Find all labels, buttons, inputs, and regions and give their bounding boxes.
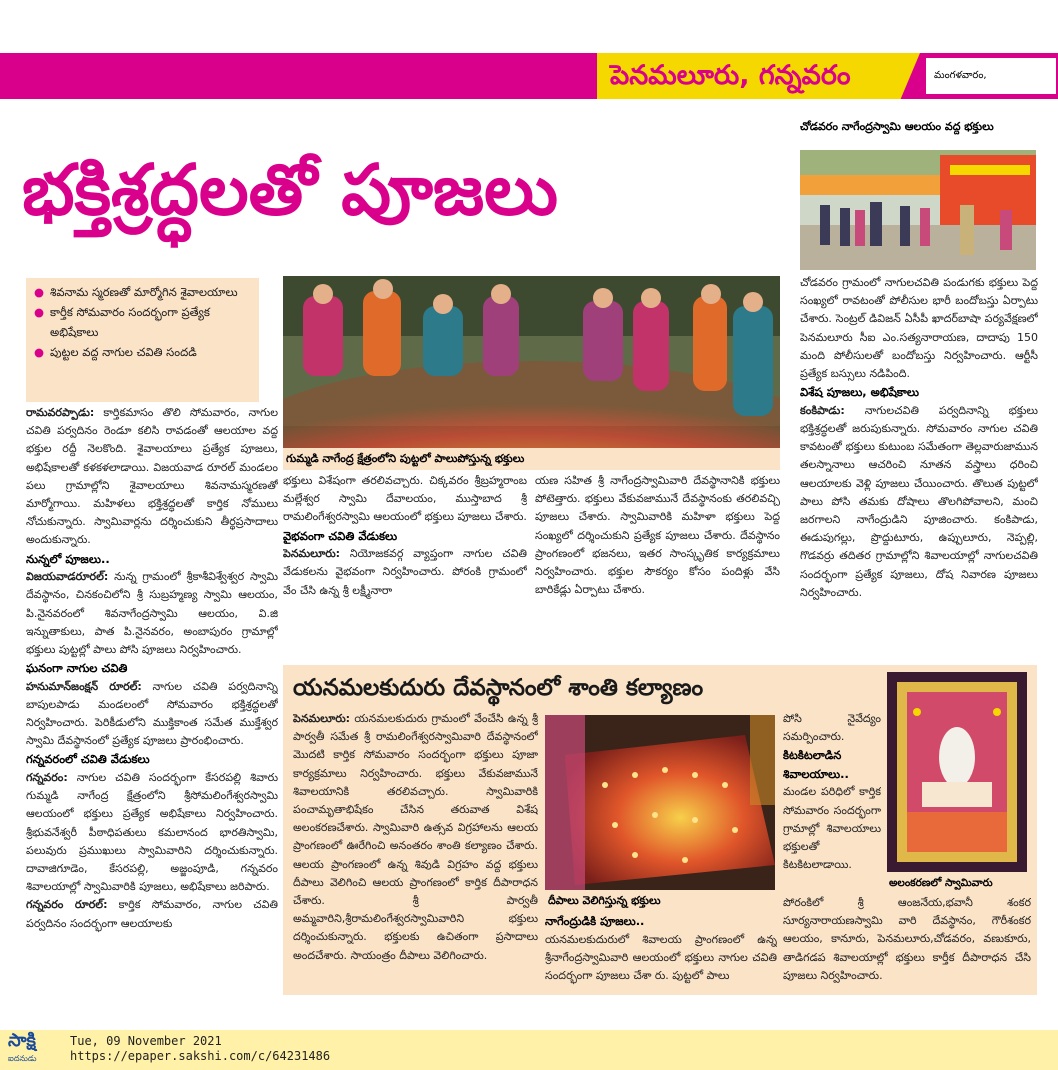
- subheading: నాగేంద్రుడికి పూజలు..: [545, 914, 645, 928]
- subheading: నున్నలో పూజలు..: [26, 551, 110, 566]
- paragraph: యణ సహిత శ్రీ నాగేంద్రస్వామివారి దేవస్థానానికి భక్తులు పోటెత్తారు. భక్తులు వేకువజామునే దేవస్థానంకు తరలివచ్చి పూజలు చేశారు. స్వామివారికి మహిళా భక్తులు పెద్ద సంఖ్యలో దర్శించుకుని ప్రత్యేక పూజలు చేశారు. దేవస్థానం ప్రాంగణంలో భజనలు, ఇతర సాంస్కృతిక కార్యక్రమాలు నిర్వహించారు. భక్తుల సౌకర్యం కోసం పందిళ్లు వేసి బారికేడ్లు ఏర్పాటు చేశారు.: [535, 474, 780, 597]
- second-story-photo-caption: దీపాలు వెలిగిస్తున్న భక్తులు: [548, 894, 661, 907]
- paragraph: చోడవరం గ్రామంలో నాగులచవితి పండుగకు భక్తులు పెద్ద సంఖ్యలో రావటంతో పోలీసుల భారీ బందోబస్తు ఏర్పాటు చేశారు. సెంట్రల్‌ డివిజన్‌ ఏసీపీ ఖాదర్‌బాషా పర్యవేక్షణలో పెనమలూరు సీఐ ఎం.సత్యనారాయణ, దాదాపు 150 మంది పోలీసులతో బందోబస్తు నిర్వహించారు. ఆర్టీసీ ప్రత్యేక బస్సులు నడిపింది.: [800, 276, 1038, 381]
- second-story-column-2: [545, 912, 777, 988]
- highlight-item: ● శివనామ స్మరణతో మార్మోగిన శైవాలయాలు: [34, 282, 251, 302]
- second-story-column-1: [293, 710, 538, 988]
- paragraph: హనుమాన్‌జంక్షన్‌ రూరల్‌: నాగుల చవితి పర్వదినాన్ని బాపులపాడు మండలంలో సోమవారం భక్తిశ్రద్ధలతో నిర్వహించారు. పెరికీడులోని ముక్తికాంత సమేత ముక్తేశ్వర స్వామి దేవస్థానంలో ప్రత్యేక పూజలు ప్రారంభించారు.: [26, 679, 278, 748]
- section-title: పెనమలూరు, గన్నవరం: [610, 60, 851, 91]
- paragraph: గన్నవరం రూరల్‌: కార్తిక సోమవారం, నాగుల చవితి పర్వదినం సందర్భంగా ఆలయాలకు: [26, 898, 278, 930]
- paragraph: పోసి నైవేద్యం సమర్పించారు.: [783, 712, 881, 744]
- footer-url[interactable]: https://epaper.sakshi.com/c/64231486: [70, 1049, 331, 1063]
- subheading: కిటకిటలాడిన శివాలయాలు..: [783, 748, 849, 781]
- subheading: విశేష పూజలు, అభిషేకాలు: [800, 385, 920, 400]
- paragraph: పోరంకిలో శ్రీ ఆంజనేయ,భవానీ శంకర సూర్యనారాయణస్వామి వారి దేవస్థానం, గౌరీశంకర ఆలయం, కానూరు, పెనమలూరు,చోడవరం, వణుకూరు, తాడిగడప శివాలయాల్లో భక్తులు కార్తీక దీపారాధన చేసి పూజలు నిర్వహించారు.: [783, 896, 1031, 982]
- footer-brand-sub: ఐదనుడు: [8, 1054, 37, 1063]
- highlight-item: ● కార్తీక సోమవారం సందర్భంగా ప్రత్యేక అభిషేకాలు: [34, 302, 251, 342]
- subheading: వైభవంగా చవితి వేడుకలు: [283, 528, 398, 543]
- header-day: మంగళవారం,: [926, 58, 1056, 94]
- right-photo-title: చోడవరం నాగేంద్రస్వామి ఆలయం వద్ద భక్తులు: [800, 120, 994, 133]
- deity-photo-caption: అలంకరణలో స్వామివారు: [889, 877, 993, 889]
- paragraph: యనమలకుదురులో శివాలయ ప్రాంగణంలో ఉన్న శ్రీనాగేంద్రస్వామివారి ఆలయంలో భక్తులు నాగుల చవితి సందర్భంగా పూజలు చేశా రు. పుట్టలో పాలు: [545, 932, 777, 982]
- paragraph: రామవరప్పాడు: కార్తికమాసం తొలి సోమవారం, నాగుల చవితి పర్వదినం రెండూ కలిసి రావడంతో ఆలయాల వద్ద భక్తుల రద్దీ నెలకొంది. శైవాలయాలు ప్రత్యేక పూజలు, అభిషేకాలతో కళకళలాడాయి. విజయవాడ రూరల్‌ మండలం పలు గ్రామాల్లోని శైవాలయాలు శివనామస్మరణతో మార్మోగాయి. మహిళలు భక్తిశ్రద్ధలతో కార్తిక నోములు నోచుకున్నారు. స్వామివార్లను దర్శించుకుని తీర్థప్రసాదాలు అందుకున్నారు.: [26, 406, 278, 547]
- paragraph: మండల పరిధిలో కార్తిక సోమవారం సందర్భంగా గ్రామాల్లో శివాలయాలు భక్తులతో కిటకిటలాడాయి.: [783, 785, 881, 872]
- deity-photo: [887, 672, 1027, 872]
- bullet-icon: ●: [34, 285, 45, 299]
- footer-brand: సాక్షి: [8, 1030, 36, 1051]
- main-column-3: [535, 472, 780, 658]
- right-column: [800, 274, 1038, 658]
- highlight-item: ● పుట్టల వద్ద నాగుల చవితి సందడి: [34, 342, 251, 362]
- subheading: గన్నవరంలో చవితి వేడుకలు: [26, 752, 150, 767]
- bullet-icon: ●: [34, 345, 45, 359]
- footer-date: Tue, 09 November 2021: [70, 1034, 222, 1048]
- main-column-2: [283, 472, 527, 658]
- paragraph: పెనమలూరు: యనమలకుదురు గ్రామంలో వేంచేసి ఉన్న శ్రీ పార్వతీ సమేత శ్రీ రామలింగేశ్వరస్వామివారి దేవస్థానంలో మొదటి కార్తిక సోమవారం సందర్భంగా భక్తులు పూజా కార్యక్రమాలు నిర్వహించారు. భక్తులు వేకువజామునే శివాలయానికి తరలివచ్చారు. స్వామివారికి పంచామృతాభిషేకం చేసిన తరువాత విశేష అలంకరణచేశారు. స్వామివారి ఉత్సవ విగ్రహాలను ఆలయ ప్రాంగణంలో ఊరేగించి అనంతరం శాంతి కల్యాణం చేశారు. ఆలయ ప్రాంగణంలో ఉన్న శివుడి విగ్రహం వద్ద భక్తులు దీపాలు వెలిగించి ఆలయ ప్రాంగణంలో కార్తిక దీపారాధన చేశారు. శ్రీ పార్వతీ అమ్మవారిని,శ్రీరామలింగేశ్వరస్వామివారిని భక్తులు దర్శించుకున్నారు. భక్తులకు ఉచితంగా ప్రసాదాలు అందచేశారు. సాయంత్రం దీపాలు వెలిగించారు.: [293, 712, 538, 962]
- main-photo: [283, 276, 780, 448]
- main-photo-caption: గుమ్మడి నాగేంద్ర క్షేత్రంలోని పుట్టలో పాలుపోస్తున్న భక్తులు: [286, 452, 525, 465]
- second-story-column-3-continued: [783, 894, 1031, 988]
- second-story-column-3: [783, 710, 881, 894]
- second-story-headline: యనమలకుదురు దేవస్థానంలో శాంతి కల్యాణం: [293, 675, 704, 701]
- main-headline: భక్తిశ్రద్ధలతో పూజలు: [22, 149, 558, 231]
- bullet-icon: ●: [34, 305, 45, 319]
- right-photo: [800, 150, 1036, 270]
- main-column-1: [26, 404, 278, 1008]
- paragraph: గన్నవరం: నాగుల చవితి సందర్భంగా కేసరపల్లి శివారు గుమ్మడి నాగేంద్ర క్షేత్రంలోని శ్రీసోమలింగేశ్వరస్వామి ఆలయంలో భక్తులు ప్రత్యేక అభిషేకాలు నిర్వహించారు. శ్రీభువనేశ్వరీ పీఠాధిపతులు కమలానంద భారతిస్వామి, పలువురు ప్రముఖులు స్వామివారిని దర్శించుకున్నారు. దావాజిగూడెం, కేసరపల్లి, అజ్జంపూడి, గన్నవరం శివాలయాల్లో స్వామివారికి పూజలు, అభిషేకాలు జరిపారు.: [26, 770, 278, 894]
- subheading: ఘనంగా నాగుల చవితి: [26, 661, 128, 676]
- paragraph: కంకిపాడు: నాగులచవితి పర్వదినాన్ని భక్తులు భక్తిశ్రద్ధలతో జరుపుకున్నారు. సోమవారం నాగుల చవితి కావటంతో భక్తులు కుటుంబ సమేతంగా తెల్లవారుజామున తలస్నానాలు ఆచరించి నూతన వస్త్రాలు ధరించి ఆలయాలకు వెళ్లి పూజలు చేయించారు. తొలుత పుట్టలో పాలు పోసి తమకు దోషాలు తొలగిపోవాలని, మంచి జరగాలని నాగేంద్రుడిని పూజించారు. కంకిపాడు, ఈడుపుగల్లు, ప్రొద్దుటూరు, ఉప్పులూరు, నెప్పల్లి, గొడవర్రు తదితర గ్రామాల్లోని శివాలయాల్లో నాగులచవితి సందర్భంగా ప్రత్యేక పూజలు, దోష నివారణ పూజలు నిర్వహించారు.: [800, 403, 1038, 599]
- paragraph: భక్తులు విశేషంగా తరలివచ్చారు. చిక్కవరం శ్రీబ్రహ్మరాంబ మల్లేశ్వర స్వామి దేవాలయం, ముస్తాబాద శ్రీ రామలింగేశ్వరస్వామి ఆలయంలో భక్తులు పూజలు చేశారు.: [283, 474, 527, 524]
- paragraph: పెనమలూరు: నియోజకవర్గ వ్యాప్తంగా నాగుల చవితి వేడుకలను వైభవంగా నిర్వహించారు. పోరంకి గ్రామంలో వేం చేసి ఉన్న శ్రీ లక్ష్మీనారా: [283, 547, 527, 597]
- highlights-box: [26, 278, 259, 402]
- paragraph: విజయవాడరూరల్‌: నున్న గ్రామంలో శ్రీకాశీవిశ్వేశ్వర స్వామి దేవస్థానం, చినకంచిలోని శ్రీ సుబ్రహ్మణ్య స్వామి ఆలయం, పి.నైనవరంలో శివనాగేంద్రస్వామి ఆలయం, వి.జి ఇన్నుతాకులు, పాత పి.నైనవరం, అంబాపురం గ్రామాల్లో భక్తులు పుట్టల్లో పాలు పోసి పూజలు నిర్వహించారు.: [26, 570, 278, 656]
- second-story-photo: [545, 715, 775, 890]
